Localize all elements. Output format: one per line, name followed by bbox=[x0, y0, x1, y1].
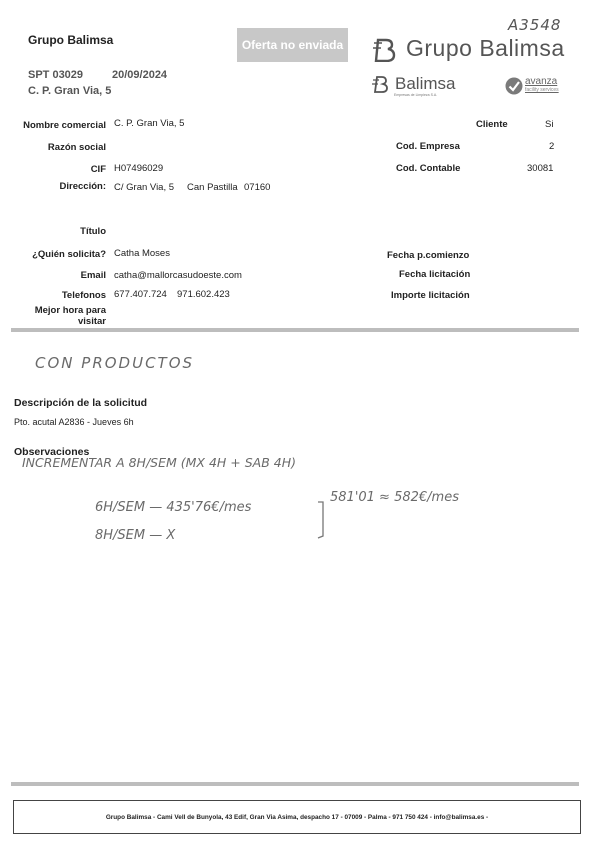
nombre-comercial-label: Nombre comercial bbox=[23, 120, 106, 131]
ref-date: 20/09/2024 bbox=[112, 69, 168, 81]
direccion-city: Can Pastilla bbox=[187, 182, 238, 193]
handwritten-bracket bbox=[316, 500, 328, 540]
telefono-1-value: 677.407.724 bbox=[114, 289, 167, 300]
balimsa-sub-logo bbox=[372, 74, 456, 97]
telefonos-label: Telefonos bbox=[61, 290, 106, 301]
telefono-2-value: 971.602.423 bbox=[177, 289, 230, 300]
footer bbox=[13, 800, 581, 834]
quien-solicita-value: Catha Moses bbox=[114, 248, 170, 259]
fecha-licitacion-label: Fecha licitación bbox=[399, 269, 471, 280]
direccion-zip: 07160 bbox=[244, 182, 271, 193]
description-title: Descripción de la solicitud bbox=[14, 397, 148, 409]
footer-text: Grupo Balimsa - Cami Vell de Bunyola, 43 Edif, Gran Via Asima, despacho 17 - 07009 - Palma - 971 750 424 - info@balimsa.es - bbox=[105, 813, 489, 821]
header-client-name: C. P. Gran Via, 5 bbox=[28, 85, 112, 97]
fecha-comienzo-label: Fecha p.comienzo bbox=[387, 250, 470, 261]
avanza-check-icon bbox=[505, 77, 523, 95]
cliente-label: Cliente bbox=[476, 119, 508, 130]
footer-divider bbox=[11, 782, 579, 786]
cif-label: CIF bbox=[90, 164, 106, 175]
email-label: Email bbox=[80, 270, 106, 281]
grupo-balimsa-logo bbox=[372, 35, 565, 62]
section-divider bbox=[11, 328, 579, 332]
cod-contable-label: Cod. Contable bbox=[396, 163, 461, 174]
cod-contable-value: 30081 bbox=[527, 163, 554, 174]
direccion-label: Dirección: bbox=[59, 181, 106, 192]
quien-solicita-label: ¿Quién solicita? bbox=[32, 249, 106, 260]
mejor-hora-label: Mejor hora para visitar bbox=[34, 305, 106, 327]
cliente-value: Si bbox=[545, 119, 554, 130]
balimsa-b-icon bbox=[372, 36, 400, 62]
company-name: Grupo Balimsa bbox=[28, 33, 114, 47]
logo-sub-tagline: Empresas de Limpieza S.A. bbox=[394, 93, 438, 97]
logo-main-text: Grupo Balimsa bbox=[406, 35, 565, 61]
logo-sub-text: Balimsa bbox=[395, 74, 456, 93]
balimsa-small-b-icon bbox=[372, 75, 392, 93]
avanza-tagline: facility services bbox=[525, 87, 559, 93]
email-value: catha@mallorcasudoeste.com bbox=[114, 270, 242, 281]
handwritten-obs-line-3: 581'01 ≈ 582€/mes bbox=[330, 490, 459, 505]
handwritten-obs-line-1: INCREMENTAR A 8H/SEM (MX 4H + SAB 4H) bbox=[22, 455, 296, 470]
observations-title: Observaciones bbox=[14, 446, 90, 458]
ref-number: SPT 03029 bbox=[28, 69, 84, 81]
direccion-street: C/ Gran Via, 5 bbox=[114, 182, 175, 193]
nombre-comercial-value: C. P. Gran Via, 5 bbox=[114, 118, 185, 129]
description-text: Pto. acutal A2836 - Jueves 6h bbox=[14, 417, 134, 427]
handwritten-note-products: CON PRODUCTOS bbox=[35, 354, 195, 372]
handwritten-obs-line-2: 6H/SEM — 435'76€/mes bbox=[95, 500, 252, 515]
titulo-label: Título bbox=[80, 226, 106, 237]
handwritten-obs-line-4: 8H/SEM — X bbox=[95, 528, 176, 543]
importe-licitacion-label: Importe licitación bbox=[391, 290, 470, 301]
cod-empresa-value: 2 bbox=[549, 141, 555, 152]
avanza-logo bbox=[505, 77, 559, 95]
avanza-name: avanza bbox=[525, 76, 558, 87]
handwritten-reference: A3548 bbox=[508, 16, 562, 34]
status-badge: Oferta no enviada bbox=[237, 28, 348, 62]
razon-social-label: Razón social bbox=[47, 142, 106, 153]
cod-empresa-label: Cod. Empresa bbox=[396, 141, 460, 152]
cif-value: H07496029 bbox=[114, 163, 164, 174]
